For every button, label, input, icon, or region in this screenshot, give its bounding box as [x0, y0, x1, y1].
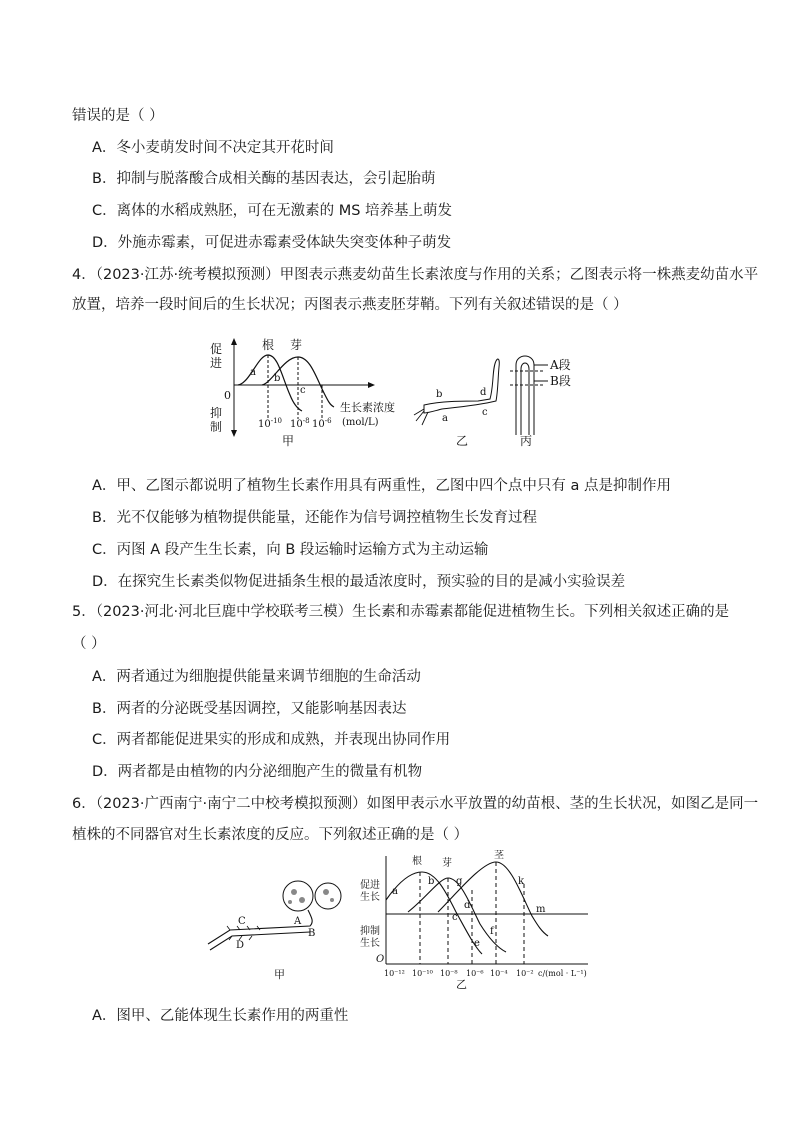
q5-stem-line2: （ ） — [72, 636, 106, 652]
q6-point-d: d — [464, 900, 471, 911]
q6-option-a: A．图甲、乙能体现生长素作用的两重性 — [92, 1008, 349, 1024]
q4-yi-d: d — [480, 387, 487, 398]
q4-graph-jia — [210, 337, 395, 448]
q4-tick1: $10^{-10}$ — [258, 417, 283, 430]
q4-option-a: A．甲、乙图示都说明了植物生长素作用具有两重性，乙图中四个点中只有 a 点是抑制作用 — [92, 478, 672, 494]
q4-option-c: C．丙图 A 段产生生长素，向 B 段运输时运输方式为主动运输 — [92, 542, 489, 558]
q6-y-inhibit2: 生长 — [360, 938, 380, 949]
q6-caption-yi: 乙 — [456, 978, 467, 990]
q6-point-f: f — [490, 926, 494, 937]
q6-label-D: D — [236, 940, 245, 951]
q3-option-c: C．离体的水稻成熟胚，可在无激素的 MS 培养基上萌发 — [92, 203, 453, 219]
q6-tick-3: 10⁻⁸ — [440, 969, 458, 978]
q6-y-promote2: 生长 — [360, 892, 380, 903]
q4-stem-line2: 放置，培养一段时间后的生长状况；丙图表示燕麦胚芽鞘。下列有关叙述错误的是（ ） — [72, 297, 628, 313]
q4-yi-a: a — [442, 413, 448, 424]
q6-tick-1: 10⁻¹² — [384, 969, 405, 978]
q6-label-B: B — [308, 928, 316, 939]
q6-tick-2: 10⁻¹⁰ — [412, 969, 433, 978]
q4-seedling-yi — [414, 359, 499, 448]
q4-yi-c: c — [482, 407, 488, 418]
q4-ylabel-up1: 促 — [210, 342, 223, 356]
q6-point-b: b — [428, 876, 435, 887]
q6-stem-line1: 6．（2023·广西南宁·南宁二中校考模拟预测）如图甲表示水平放置的幼苗根、茎的生长状况，如图乙是同一 — [72, 796, 759, 812]
q4-caption-bing: 丙 — [520, 434, 533, 448]
q4-stem-line1: 4．（2023·江苏·统考模拟预测）甲图表示燕麦幼苗生长素浓度与作用的关系；乙图表示将一株燕麦幼苗水平 — [72, 267, 759, 283]
q6-label-bud: 芽 — [442, 858, 452, 869]
q4-tick2: $10^{-8}$ — [290, 417, 310, 430]
q4-label-bud: 芽 — [290, 338, 303, 352]
q6-point-k: k — [518, 876, 525, 887]
q4-seg-a: A段 — [550, 358, 571, 372]
q4-point-c: c — [300, 385, 306, 396]
q6-label-A: A — [294, 916, 302, 927]
q5-option-c: C．两者都能促进果实的形成和成熟，并表现出协同作用 — [92, 732, 451, 748]
q4-yi-b: b — [436, 389, 443, 400]
q4-tick3: $10^{-6}$ — [312, 417, 332, 430]
q5-option-b: B．两者的分泌既受基因调控，又能影响基因表达 — [92, 701, 407, 717]
q4-ylabel-up2: 进 — [210, 356, 223, 370]
q6-caption-jia: 甲 — [274, 968, 285, 981]
q6-point-e: e — [474, 938, 480, 949]
q6-origin: O — [376, 954, 385, 965]
q6-y-inhibit1: 抑制 — [360, 926, 380, 937]
q3-option-d: D．外施赤霉素，可促进赤霉素受体缺失突变体种子萌发 — [92, 235, 452, 251]
q4-caption-yi: 乙 — [456, 434, 469, 448]
q4-option-b: B．光不仅能够为植物提供能量，还能作为信号调控植物生长发育过程 — [92, 510, 537, 526]
q4-coleoptile-bing — [510, 356, 571, 448]
q5-option-d: D．两者都是由植物的内分泌细胞产生的微量有机物 — [92, 764, 423, 780]
q4-xlabel: 生长素浓度 — [340, 401, 395, 414]
q3-stem-tail: 错误的是（ ） — [72, 108, 164, 124]
q6-point-m: m — [536, 904, 546, 915]
q3-option-a: A．冬小麦萌发时间不决定其开花时间 — [92, 140, 334, 156]
q6-tick-5: 10⁻⁴ — [490, 969, 508, 978]
q6-unit: c/(mol · L⁻¹) — [538, 969, 587, 978]
q4-option-d: D．在探究生长素类似物促进插条生根的最适浓度时，预实验的目的是减小实验误差 — [92, 574, 626, 590]
q6-point-g: g — [456, 876, 463, 887]
q6-label-root: 根 — [412, 856, 422, 867]
q4-point-a: a — [250, 367, 256, 378]
q6-label-stem: 茎 — [494, 850, 504, 861]
q4-ylabel-down1: 抑 — [210, 406, 223, 420]
q4-figure — [210, 335, 590, 453]
q5-option-a: A．两者通过为细胞提供能量来调节细胞的生命活动 — [92, 669, 421, 685]
q4-origin: 0 — [224, 389, 231, 402]
q6-point-c: c — [452, 912, 458, 923]
q6-tick-4: 10⁻⁶ — [466, 969, 484, 978]
q6-stem-line2: 植株的不同器官对生长素浓度的反应。下列叙述正确的是（ ） — [72, 827, 469, 843]
q5-stem-line1: 5．（2023·河北·河北巨鹿中学校联考三模）生长素和赤霉素都能促进植物生长。下列相关叙述正确的是 — [72, 604, 730, 620]
q4-caption-jia: 甲 — [282, 434, 295, 448]
q4-label-root: 根 — [262, 338, 275, 352]
q3-option-b: B．抑制与脱落酸合成相关酶的基因表达，会引起胎萌 — [92, 171, 436, 187]
q6-label-C: C — [238, 916, 246, 927]
q6-tick-6: 10⁻² — [516, 969, 534, 978]
q6-figure — [190, 850, 600, 990]
q6-point-a: a — [392, 886, 398, 897]
q4-ylabel-down2: 制 — [210, 420, 223, 434]
q6-y-promote1: 促进 — [360, 880, 380, 891]
q6-seedling-jia — [208, 881, 341, 981]
q4-point-b: b — [274, 373, 281, 384]
q4-unit: (mol/L) — [342, 417, 379, 428]
q6-graph-yi — [360, 850, 588, 990]
q4-seg-b: B段 — [550, 374, 571, 388]
